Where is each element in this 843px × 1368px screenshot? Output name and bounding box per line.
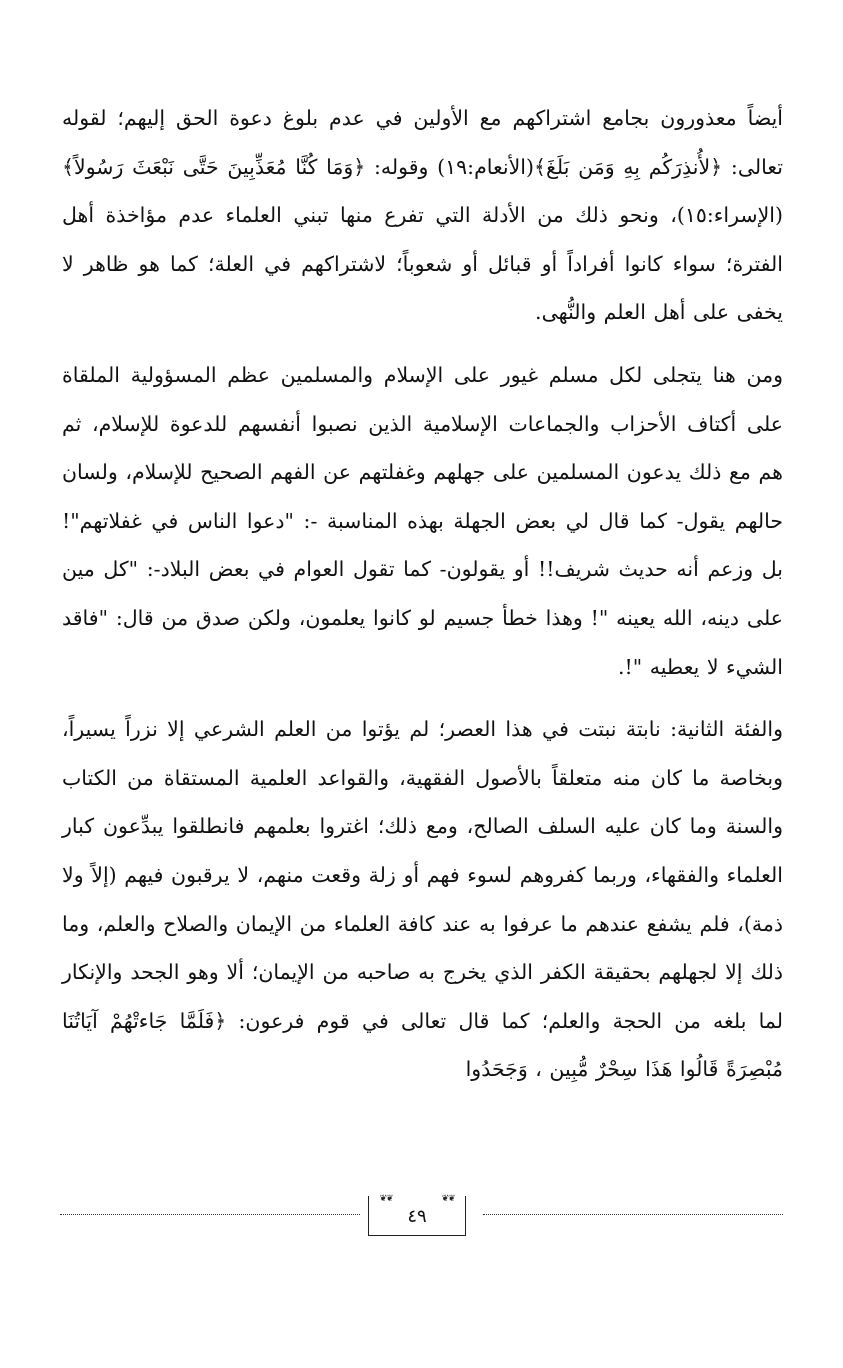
body-text (62, 94, 783, 1094)
page-number-frame (368, 1196, 466, 1236)
footer-rule-right (483, 1214, 783, 1215)
page-footer (60, 1196, 783, 1242)
ornament-icon: ❦❦ (441, 1194, 455, 1204)
page-number: ٤٩ (407, 1206, 427, 1227)
footer-rule-left (60, 1214, 360, 1215)
paragraph-3: والفئة الثانية: نابتة نبتت في هذا العصر؛ لم يؤتوا من العلم الشرعي إلا نزراً يسيراً، وبخاصة ما كان منه متعلقاً بالأصول الفقهية، والقواعد العلمية المستقاة من الكتاب والسنة وما كان عليه السلف الصالح، ومع ذلك؛ اغتروا بعلمهم فانطلقوا يبدِّعون كبار العلماء والفقهاء، وربما كفروهم لسوء فهم أو زلة وقعت منهم، لا يرقبون فيهم (إلاً ولا ذمة)، فلم يشفع عندهم ما عرفوا به عند كافة العلماء من الإيمان والصلاح والعلم، وما ذلك إلا لجهلهم بحقيقة الكفر الذي يخرج به صاحبه من الإيمان؛ ألا وهو الجحد والإنكار لما بلغه من الحجة والعلم؛ كما قال تعالى في قوم فرعون: ﴿فَلَمَّا جَاءتْهُمْ آيَاتُنَا مُبْصِرَةً قَالُوا هَذَا سِحْرٌ مُّبِين ، وَجَحَدُوا (62, 717, 783, 1082)
paragraph-2: ومن هنا يتجلى لكل مسلم غيور على الإسلام والمسلمين عظم المسؤولية الملقاة على أكتاف الأحزاب والجماعات الإسلامية الذين نصبوا أنفسهم للدعوة للإسلام، ثم هم مع ذلك يدعون المسلمين على جهلهم وغفلتهم عن الفهم الصحيح للإسلام، ولسان حالهم يقول- كما قال لي بعض الجهلة بهذه المناسبة -: "دعوا الناس في غفلاتهم"! بل وزعم أنه حديث شريف!! أو يقولون- كما تقول العوام في بعض البلاد-: "كل مين على دينه، الله يعينه "! وهذا خطأ جسيم لو كانوا يعلمون، ولكن صدق من قال: "فاقد الشيء لا يعطيه "!. (62, 362, 783, 679)
paragraph-1: أيضاً معذورون بجامع اشتراكهم مع الأولين في عدم بلوغ دعوة الحق إليهم؛ لقوله تعالى: ﴿لأُنذِرَكُم بِهِ وَمَن بَلَغَ﴾(الأنعام:١٩) وقوله: ﴿وَمَا كُنَّا مُعَذِّبِينَ حَتَّى نَبْعَثَ رَسُولاً﴾(الإسراء:١٥)، ونحو ذلك من الأدلة التي تفرع منها تبني العلماء عدم مؤاخذة أهل الفترة؛ سواء كانوا أفراداً أو قبائل أو شعوباً؛ لاشتراكهم في العلة؛ كما هو ظاهر لا يخفى على أهل العلم والنُّهى. (62, 106, 783, 325)
ornament-icon: ❦❦ (379, 1194, 393, 1204)
